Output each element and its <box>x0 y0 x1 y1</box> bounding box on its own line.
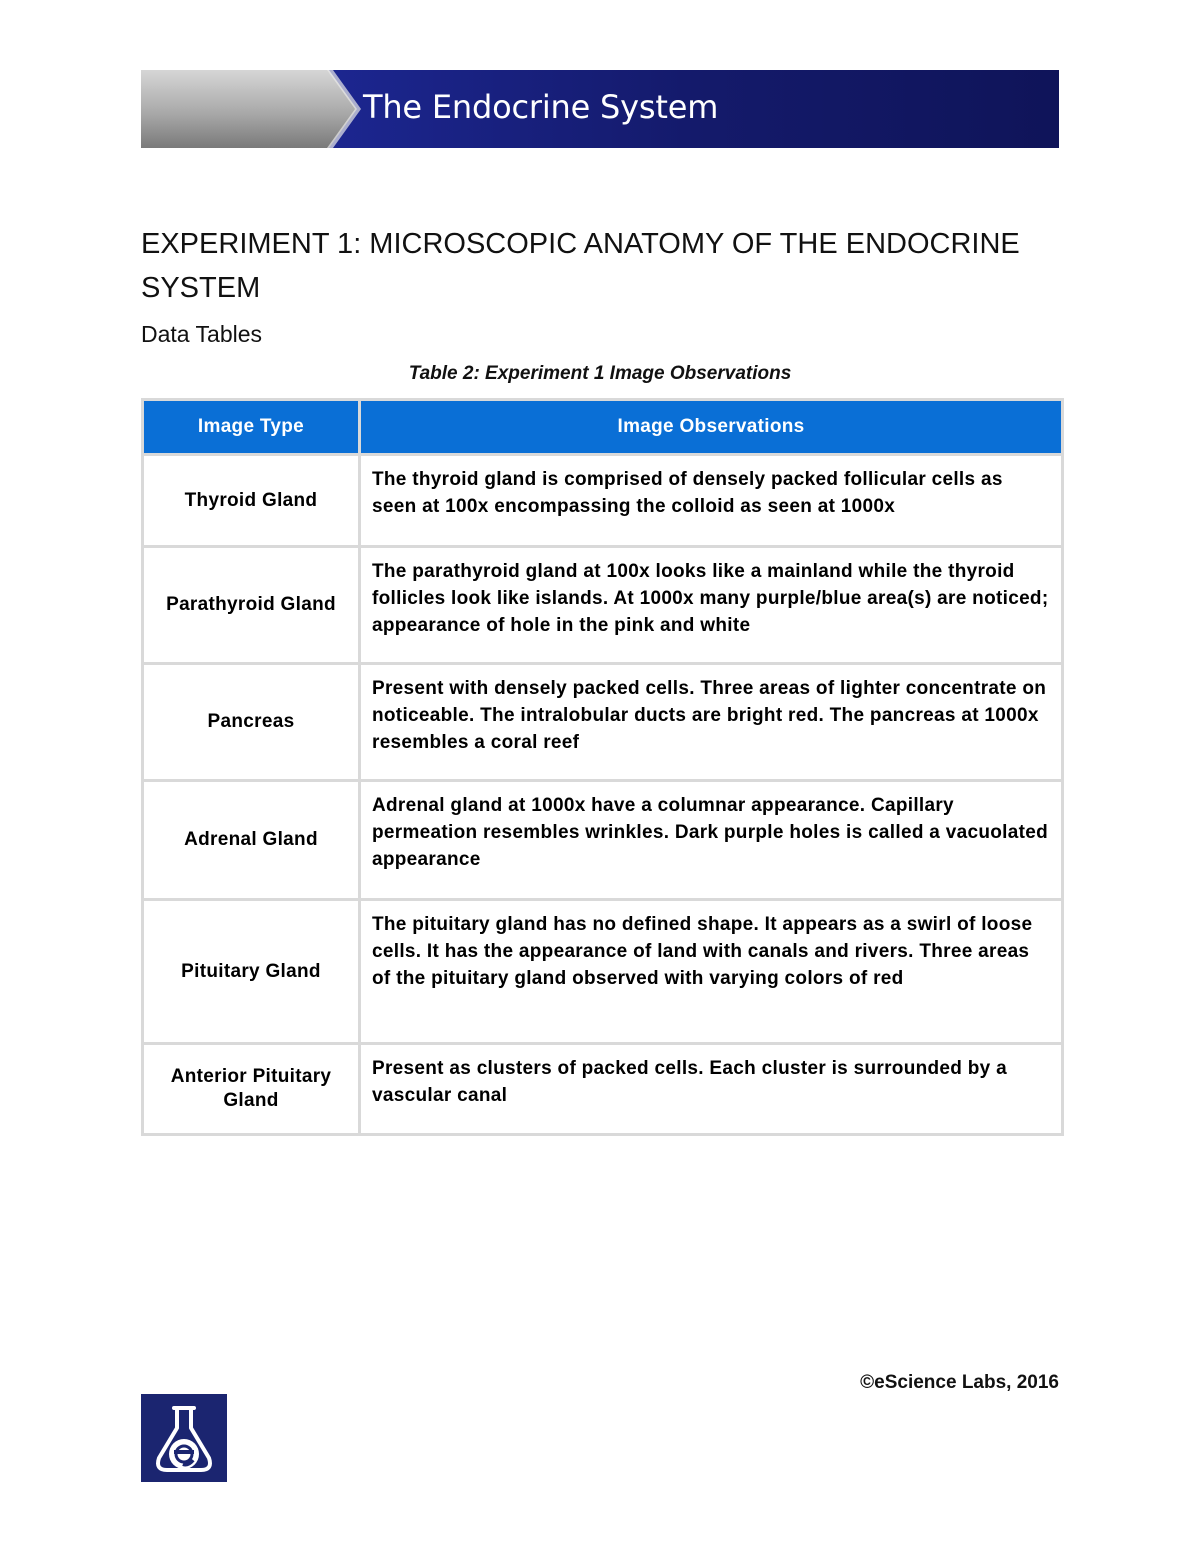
row-image-type: Thyroid Gland <box>143 455 360 547</box>
column-header-image-type: Image Type <box>143 400 360 455</box>
table-row <box>143 547 1063 664</box>
copyright-text: ©eScience Labs, 2016 <box>860 1372 1059 1393</box>
row-image-type: Parathyroid Gland <box>143 547 360 664</box>
header-banner <box>141 70 1059 148</box>
row-image-type: Pituitary Gland <box>143 900 360 1044</box>
table-caption: Table 2: Experiment 1 Image Observations <box>408 363 792 384</box>
escience-flask-logo-icon <box>141 1394 227 1482</box>
row-image-type: Pancreas <box>143 664 360 781</box>
row-image-observation: Present as clusters of packed cells. Each cluster is surrounded by a vascular canal <box>360 1044 1063 1135</box>
row-image-type: Adrenal Gland <box>143 781 360 900</box>
table-row <box>143 455 1063 547</box>
table-row <box>143 664 1063 781</box>
table-row <box>143 900 1063 1044</box>
row-image-observation: Present with densely packed cells. Three areas of lighter concentrate on noticeable. The intralobular ducts are bright red. The pancreas at 1000x resembles a coral reef <box>360 664 1063 781</box>
experiment-title: EXPERIMENT 1: MICROSCOPIC ANATOMY OF THE ENDOCRINE SYSTEM <box>141 228 1020 304</box>
section-title: Data Tables <box>141 321 263 347</box>
row-image-type: Anterior Pituitary Gland <box>143 1044 360 1135</box>
table-row <box>143 1044 1063 1135</box>
banner-title: The Endocrine System <box>363 88 719 126</box>
column-header-image-observations: Image Observations <box>360 400 1063 455</box>
row-image-observation: The thyroid gland is comprised of densely packed follicular cells as seen at 100x encompassing the colloid as seen at 1000x <box>360 455 1063 547</box>
row-image-observation: The pituitary gland has no defined shape. It appears as a swirl of loose cells. It has the appearance of land with canals and rivers. Three areas of the pituitary gland observed with varying colors of red <box>360 900 1063 1044</box>
observations-table <box>141 398 1064 1136</box>
row-image-observation: Adrenal gland at 1000x have a columnar appearance. Capillary permeation resembles wrinkles. Dark purple holes is called a vacuolated appearance <box>360 781 1063 900</box>
table-header-row <box>143 400 1063 455</box>
row-image-observation: The parathyroid gland at 100x looks like a mainland while the thyroid follicles look like islands. At 1000x many purple/blue area(s) are noticed; appearance of hole in the pink and white <box>360 547 1063 664</box>
table-row <box>143 781 1063 900</box>
